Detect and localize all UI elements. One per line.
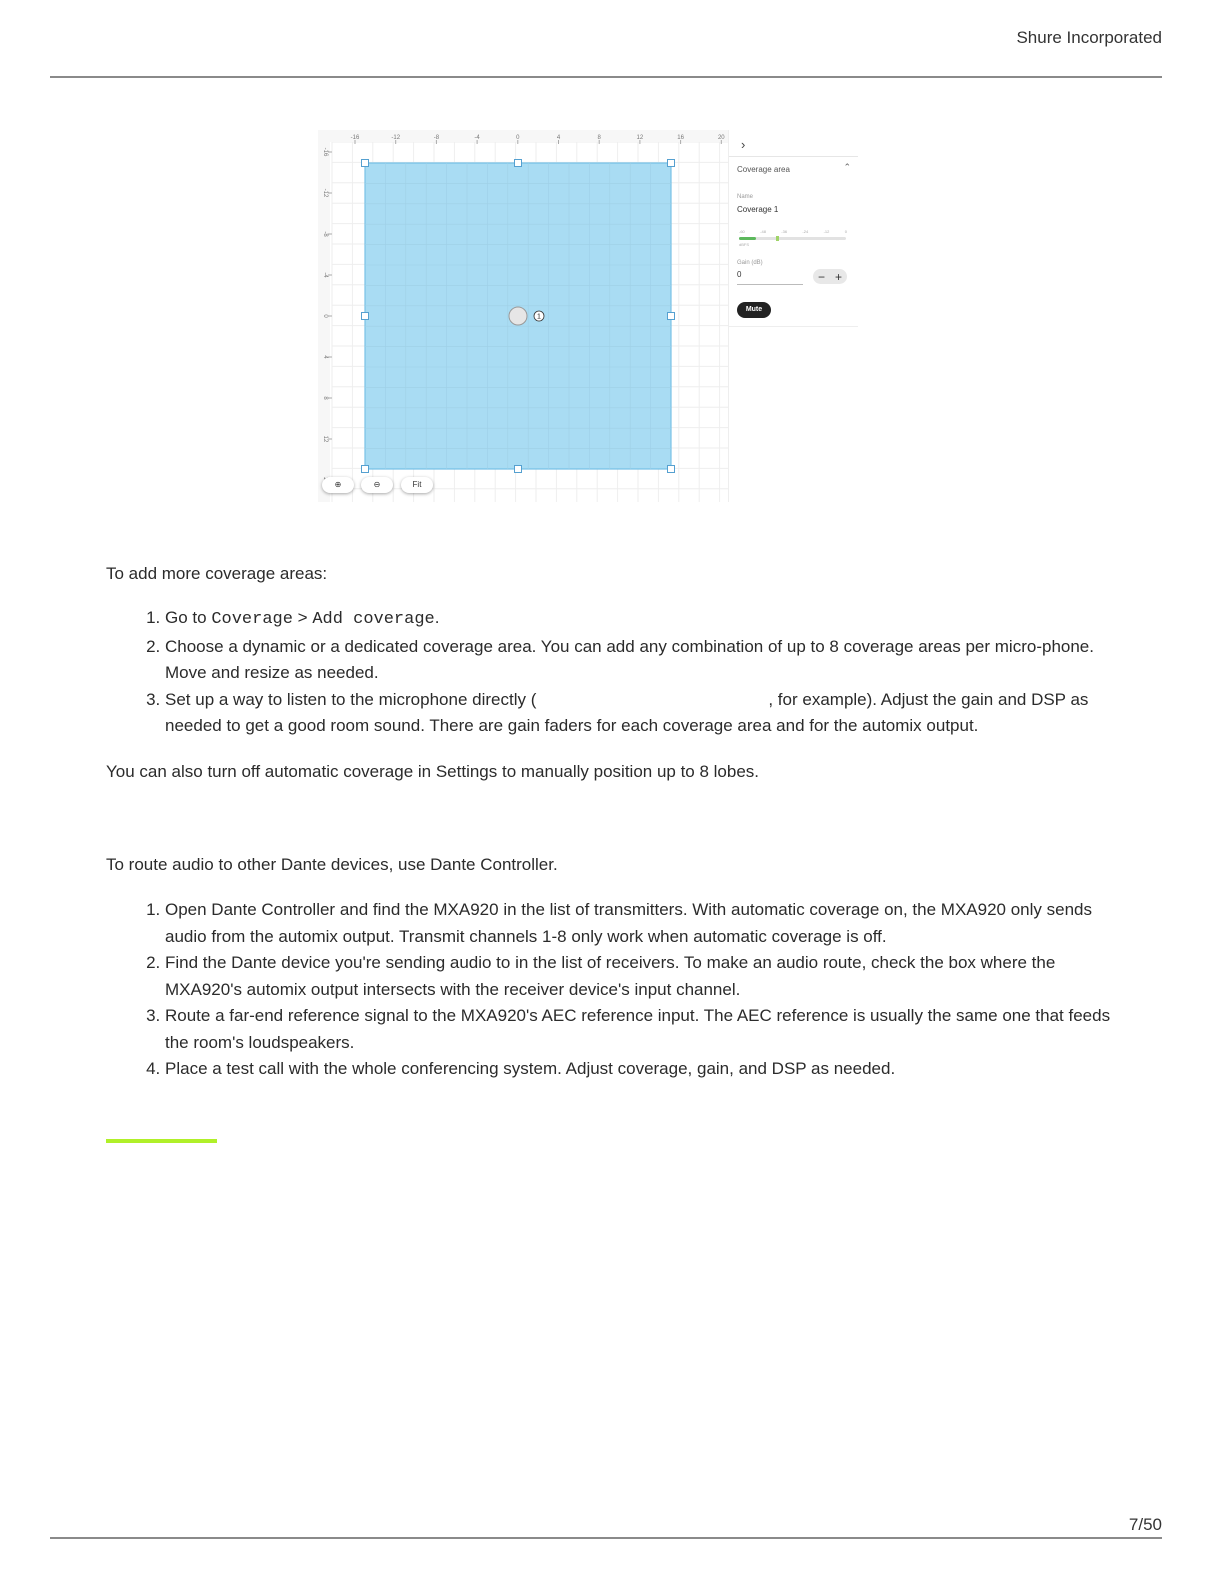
meter-tick-label: 0 bbox=[844, 229, 847, 234]
add-coverage-intro: To add more coverage areas: bbox=[106, 564, 328, 583]
gain-input[interactable]: 0 bbox=[737, 270, 803, 285]
header-rule bbox=[50, 76, 1162, 78]
resize-handle bbox=[362, 466, 369, 473]
resize-handle bbox=[362, 160, 369, 167]
y-tick-label: 0 bbox=[322, 314, 328, 318]
x-tick-label: 12 bbox=[636, 135, 644, 141]
zoom-out-icon: ⊖ bbox=[373, 480, 381, 489]
list-item bbox=[165, 634, 1125, 687]
x-tick-label: 16 bbox=[677, 135, 684, 141]
dante-intro: To route audio to other Dante devices, use Dante Controller. bbox=[106, 855, 558, 874]
list-item bbox=[165, 605, 1125, 634]
level-meter bbox=[739, 237, 846, 240]
menu-path-coverage: Coverage bbox=[211, 610, 293, 629]
level-meter-peak bbox=[776, 236, 779, 241]
resize-handle bbox=[668, 466, 675, 473]
fit-button[interactable]: Fit bbox=[401, 477, 433, 493]
x-tick-label: 20 bbox=[717, 135, 725, 141]
coverage-panel bbox=[728, 130, 858, 502]
step-text: Choose a dynamic or a dedicated coverage area. You can add any combination of up to 8 coverage areas per micro-phone. Move and resize as needed. bbox=[165, 636, 1094, 682]
accent-bar bbox=[106, 1139, 217, 1143]
meter-tick-label: -12 bbox=[823, 229, 830, 234]
resize-handle bbox=[668, 313, 675, 320]
meter-unit: dBFS bbox=[739, 242, 750, 247]
y-tick-label: -12 bbox=[322, 188, 328, 198]
x-tick-label: -16 bbox=[350, 135, 360, 141]
coverage-canvas bbox=[318, 130, 728, 502]
panel-title: Coverage area bbox=[737, 165, 790, 174]
meter-tick-label: -48 bbox=[760, 229, 766, 234]
microphone-icon bbox=[509, 307, 527, 325]
gain-stepper bbox=[813, 269, 847, 284]
y-tick-label: 12 bbox=[322, 435, 328, 443]
add-coverage-steps bbox=[106, 605, 1125, 740]
y-tick-label: -8 bbox=[322, 231, 328, 237]
zoom-in-button[interactable] bbox=[322, 477, 354, 493]
resize-handle bbox=[668, 160, 675, 167]
x-tick-label: -4 bbox=[474, 135, 480, 141]
y-tick-label: 4 bbox=[322, 355, 328, 359]
mute-button[interactable]: Mute bbox=[737, 302, 771, 318]
y-tick-label: -16 bbox=[322, 147, 328, 157]
gain-decrease-button[interactable]: − bbox=[817, 269, 825, 284]
meter-tick-label: -36 bbox=[781, 229, 788, 234]
list-item: 1. Open Dante Controller and find the MXA920 in the list of transmitters. With automatic coverage on, the MXA920 only sends audio from the automix output. Transmit channels 1-8 only work when automatic coverage is off. bbox=[165, 897, 1125, 950]
step-text: Go to bbox=[165, 608, 212, 627]
resize-handle bbox=[515, 466, 522, 473]
collapse-caret-icon[interactable]: ⌃ bbox=[843, 162, 851, 172]
x-ruler bbox=[318, 130, 728, 142]
list-item: 2. Find the Dante device you're sending audio to in the list of receivers. To make an audio route, check the box where the MXA920's automix output intersects with the receiver device's input channel. bbox=[165, 950, 1125, 1003]
gain-increase-button[interactable]: + bbox=[834, 269, 842, 284]
footer-rule bbox=[50, 1537, 1162, 1539]
panel-divider bbox=[729, 156, 858, 157]
coverage-grid bbox=[318, 130, 728, 502]
x-tick-label: 0 bbox=[516, 135, 520, 141]
step-text: Set up a way to listen to the microphone directly ( bbox=[165, 689, 537, 709]
gain-label: Gain (dB) bbox=[737, 260, 763, 266]
name-label: Name bbox=[737, 194, 754, 200]
list-item bbox=[165, 687, 1125, 740]
coverage-screenshot bbox=[318, 130, 858, 502]
header-company: Shure Incorporated bbox=[1016, 28, 1162, 47]
lobe-number: 1 bbox=[537, 313, 541, 321]
meter-tick-label: -60 bbox=[739, 229, 745, 234]
step-text: , for example). Adjust the gain and DSP as needed to get a good room sound. There are gain faders for each coverage area and for the automix output. bbox=[165, 689, 1089, 735]
menu-path-add-coverage: Add coverage bbox=[312, 610, 435, 629]
zoom-in-icon: ⊕ bbox=[334, 480, 342, 489]
page-number: 7/50 bbox=[1128, 1515, 1162, 1534]
list-item: 3. Route a far-end reference signal to the MXA920's AEC reference input. The AEC reference is usually the same one that feeds the room's loudspeakers. bbox=[165, 1003, 1125, 1056]
x-tick-label: -8 bbox=[433, 135, 440, 141]
x-tick-label: -12 bbox=[391, 135, 401, 141]
x-tick-label: 4 bbox=[556, 135, 561, 141]
meter-ticks bbox=[739, 229, 847, 234]
menu-separator: > bbox=[292, 608, 313, 627]
automatic-coverage-note: You can also turn off automatic coverage in Settings to manually position up to 8 lobes. bbox=[106, 762, 760, 781]
name-field[interactable]: Coverage 1 bbox=[737, 205, 779, 214]
panel-divider bbox=[729, 326, 858, 327]
resize-handle bbox=[515, 160, 522, 167]
zoom-out-button[interactable] bbox=[361, 477, 393, 493]
resize-handle bbox=[362, 313, 369, 320]
step-text: . bbox=[434, 608, 440, 627]
list-item: 4. Place a test call with the whole conferencing system. Adjust coverage, gain, and DSP as needed. bbox=[165, 1056, 1125, 1083]
meter-tick-label: -24 bbox=[802, 229, 809, 234]
panel-collapse-chevron-icon[interactable]: › bbox=[741, 137, 746, 152]
dante-steps bbox=[106, 897, 1125, 1083]
y-tick-label: -4 bbox=[322, 272, 328, 278]
x-tick-label: 8 bbox=[597, 135, 601, 141]
y-tick-label: 8 bbox=[322, 396, 328, 400]
level-meter-fill bbox=[739, 237, 756, 240]
